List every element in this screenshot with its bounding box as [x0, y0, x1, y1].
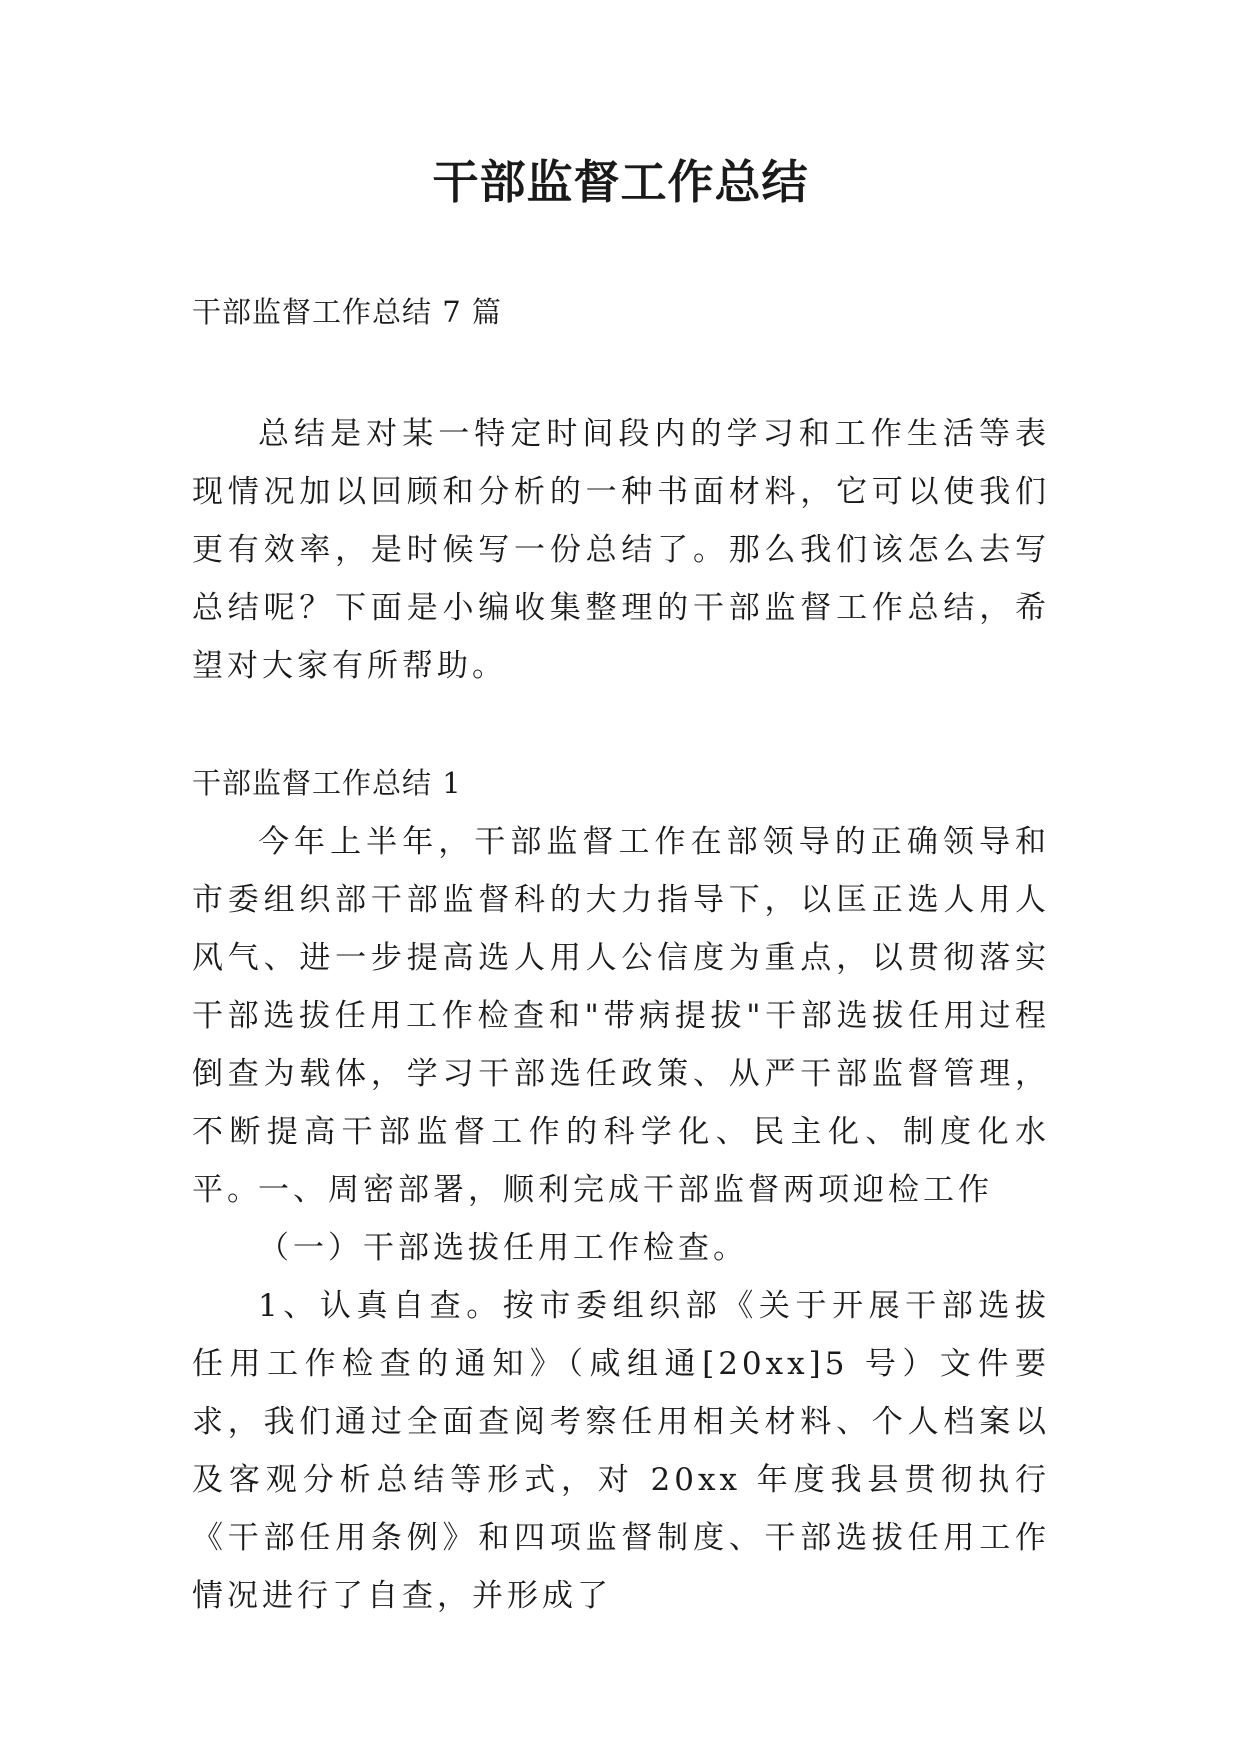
body-paragraph-2: 1、认真自查。按市委组织部《关于开展干部选拔任用工作检查的通知》（咸组通[20xx]5 号）文件要求，我们通过全面查阅考察任用相关材料、个人档案以及客观分析总结等形式，对 20xx 年度我县贯彻执行《干部任用条例》和四项监督制度、干部选拔任用工作情况进行了自查，并形成了	[192, 1288, 1050, 1614]
document-subtitle: 干部监督工作总结 7 篇	[192, 295, 502, 329]
body-paragraph-1: 今年上半年，干部监督工作在部领导的正确领导和市委组织部干部监督科的大力指导下，以匡正选人用人风气、进一步提高选人用人公信度为重点，以贯彻落实干部选拔任用工作检查和"带病提拔"干部选拔任用过程倒查为载体，学习干部选任政策、从严干部监督管理，不断提高干部监督工作的科学化、民主化、制度化水平。	[192, 824, 1050, 1208]
intro-paragraph: 总结是对某一特定时间段内的学习和工作生活等表现情况加以回顾和分析的一种书面材料，它可以使我们更有效率，是时候写一份总结了。那么我们该怎么去写总结呢？下面是小编收集整理的干部监督工作总结，希望对大家有所帮助。	[192, 416, 1050, 684]
body-subheading-1: （一）干部选拔任用工作检查。	[258, 1230, 748, 1266]
body-heading-1: 一、周密部署，顺利完成干部监督两项迎检工作	[258, 1172, 993, 1208]
section-title: 干部监督工作总结 1	[192, 766, 462, 800]
document-title: 干部监督工作总结	[432, 155, 809, 209]
